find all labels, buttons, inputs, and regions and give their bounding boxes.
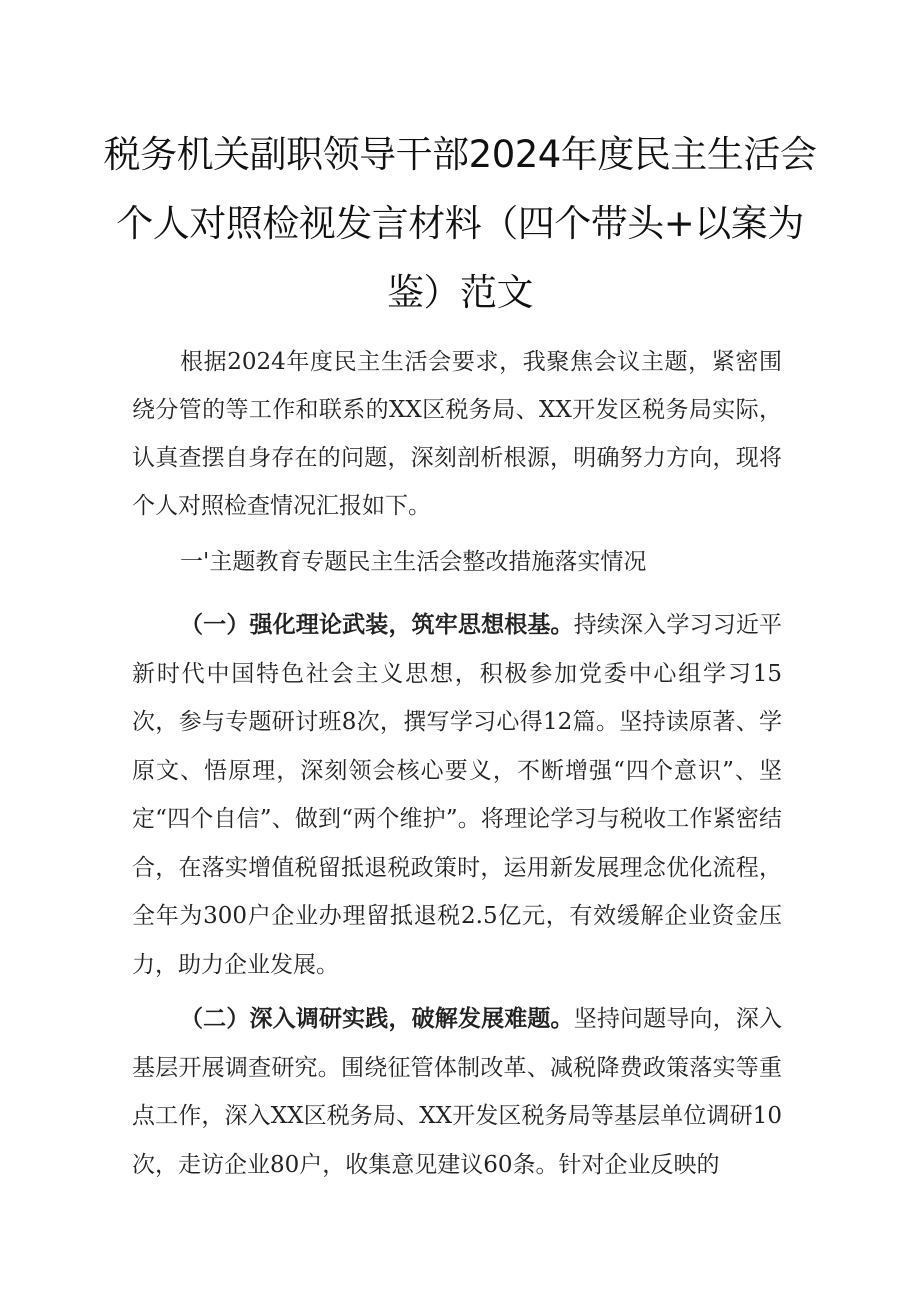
- paragraph-research: [132, 995, 782, 1189]
- title-line-1: 税务机关副职领导干部2024年度民主生活会: [103, 133, 817, 176]
- paragraph-theory: [132, 601, 782, 989]
- paragraph-text: 坚持问题导向，深入基层开展调查研究。围绕征管体制改革、减税降费政策落实等重点工作，深入XX区税务局、XX开发区税务局等基层单位调研10次，走访企业80户，收集意见建议60条。针对企业反映的: [132, 1006, 783, 1178]
- intro-paragraph: 根据2024年度民主生活会要求，我聚焦会议主题，紧密围绕分管的等工作和联系的XX区税务局、XX开发区税务局实际，认真查摆自身存在的问题，深刻剖析根源，明确努力方向，现将个人对照检查情况汇报如下。: [132, 349, 782, 519]
- title-line-2: 个人对照检视发言材料（四个带头+以案为: [116, 202, 804, 245]
- paragraph-lead: （二）深入调研实践，破解发展难题。: [180, 1005, 574, 1032]
- paragraph-text: 持续深入学习习近平新时代中国特色社会主义思想，积极参加党委中心组学习15次，参与专题研讨班8次，撰写学习心得12篇。坚持读原著、学原文、悟原理，深刻领会核心要义，不断增强“四个意识”、坚定“四个自信”、做到“两个维护”。将理论学习与税收工作紧密结合，在落实增值税留抵退税政策时，运用新发展理念优化流程，全年为300户企业办理留抵退税2.5亿元，有效缓解企业资金压力，助力企业发展。: [132, 612, 783, 978]
- paragraph-lead: （一）强化理论武装，筑牢思想根基。: [180, 611, 574, 638]
- title-line-3: 鉴）范文: [387, 271, 533, 314]
- document-title: [100, 120, 820, 327]
- section-heading: 一'主题教育专题民主生活会整改措施落实情况: [180, 549, 647, 575]
